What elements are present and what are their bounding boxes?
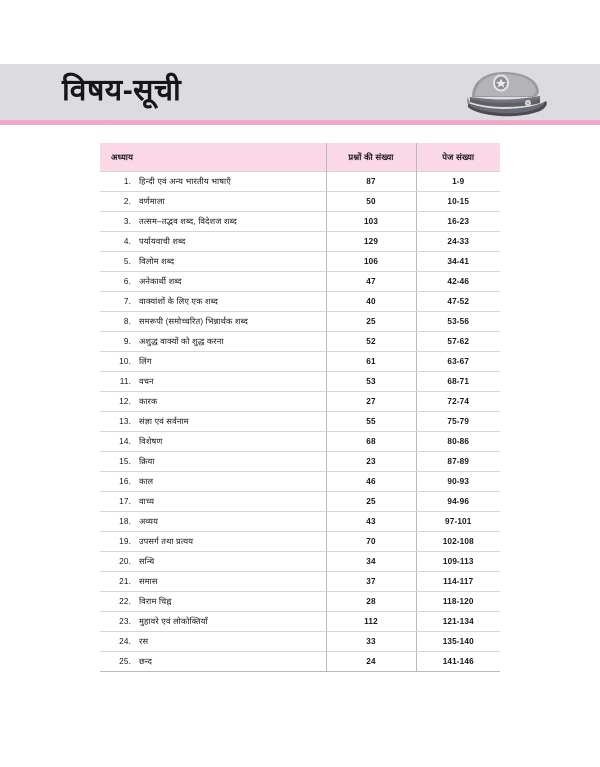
cell-question-count: 25 — [326, 492, 416, 512]
table-row[interactable] — [100, 432, 500, 452]
chapter-title: रस — [139, 637, 149, 646]
cell-chapter — [100, 352, 326, 372]
cell-chapter — [100, 472, 326, 492]
table-row[interactable] — [100, 492, 500, 512]
cell-page-range: 121-134 — [416, 612, 500, 632]
cell-chapter — [100, 172, 326, 192]
table-row[interactable] — [100, 272, 500, 292]
cell-page-range: 10-15 — [416, 192, 500, 212]
table-row[interactable] — [100, 352, 500, 372]
chapter-number: 12. — [119, 397, 131, 406]
table-row[interactable] — [100, 472, 500, 492]
table-row[interactable] — [100, 552, 500, 572]
chapter-title: हिन्दी एवं अन्य भारतीय भाषाएँ — [139, 177, 231, 186]
chapter-title: विशेषण — [139, 437, 163, 446]
cell-page-range: 53-56 — [416, 312, 500, 332]
cell-chapter — [100, 212, 326, 232]
table-row[interactable] — [100, 252, 500, 272]
chapter-number: 6. — [123, 277, 131, 286]
cell-page-range: 63-67 — [416, 352, 500, 372]
chapter-number: 10. — [119, 357, 131, 366]
cell-question-count: 53 — [326, 372, 416, 392]
cell-chapter — [100, 652, 326, 672]
cell-chapter — [100, 432, 326, 452]
cell-page-range: 72-74 — [416, 392, 500, 412]
chapter-title: मुहावरे एवं लोकोक्तियाँ — [139, 617, 208, 626]
cell-question-count: 70 — [326, 532, 416, 552]
chapter-number: 17. — [119, 497, 131, 506]
chapter-title: कारक — [139, 397, 158, 406]
chapter-number: 7. — [123, 297, 131, 306]
cell-chapter — [100, 612, 326, 632]
table-row[interactable] — [100, 172, 500, 192]
cell-chapter — [100, 372, 326, 392]
cell-page-range: 94-96 — [416, 492, 500, 512]
chapter-title: तत्सम–तद्भव शब्द, विदेशज शब्द — [139, 217, 238, 226]
cell-page-range: 75-79 — [416, 412, 500, 432]
chapter-title: वाक्यांशों के लिए एक शब्द — [139, 297, 219, 306]
chapter-number: 24. — [119, 637, 131, 646]
table-of-contents-table — [100, 143, 500, 672]
table-row[interactable] — [100, 452, 500, 472]
table-row[interactable] — [100, 572, 500, 592]
chapter-title: पर्यायवाची शब्द — [139, 237, 186, 246]
chapter-title: विराम चिह्न — [139, 597, 172, 606]
column-header-questions: प्रश्नों की संख्या — [326, 143, 416, 172]
cell-question-count: 43 — [326, 512, 416, 532]
cell-chapter — [100, 232, 326, 252]
cell-page-range: 109-113 — [416, 552, 500, 572]
chapter-number: 25. — [119, 657, 131, 666]
chapter-title: विलोम शब्द — [139, 257, 175, 266]
cell-chapter — [100, 412, 326, 432]
chapter-number: 18. — [119, 517, 131, 526]
chapter-number: 15. — [119, 457, 131, 466]
cell-question-count: 46 — [326, 472, 416, 492]
cell-page-range: 34-41 — [416, 252, 500, 272]
cell-page-range: 42-46 — [416, 272, 500, 292]
cell-question-count: 40 — [326, 292, 416, 312]
cell-question-count: 61 — [326, 352, 416, 372]
cell-chapter — [100, 312, 326, 332]
cell-page-range: 16-23 — [416, 212, 500, 232]
cell-chapter — [100, 592, 326, 612]
cell-question-count: 103 — [326, 212, 416, 232]
chapter-number: 20. — [119, 557, 131, 566]
table-row[interactable] — [100, 312, 500, 332]
cell-question-count: 23 — [326, 452, 416, 472]
chapter-number: 11. — [119, 377, 131, 386]
chapter-title: लिंग — [139, 357, 152, 366]
chapter-number: 13. — [119, 417, 131, 426]
chapter-title: समास — [139, 577, 158, 586]
cell-page-range: 87-89 — [416, 452, 500, 472]
cell-page-range: 102-108 — [416, 532, 500, 552]
cell-page-range: 118-120 — [416, 592, 500, 612]
cell-question-count: 129 — [326, 232, 416, 252]
chapter-title: क्रिया — [139, 457, 155, 466]
cell-chapter — [100, 272, 326, 292]
chapter-number: 23. — [119, 617, 131, 626]
cell-page-range: 1-9 — [416, 172, 500, 192]
chapter-number: 3. — [123, 217, 131, 226]
cell-question-count: 87 — [326, 172, 416, 192]
cell-question-count: 33 — [326, 632, 416, 652]
cell-question-count: 34 — [326, 552, 416, 572]
chapter-title: समरूपी (समोच्चरित) भिन्नार्थक शब्द — [139, 317, 248, 326]
table-row[interactable] — [100, 212, 500, 232]
chapter-number: 8. — [123, 317, 131, 326]
table-row[interactable] — [100, 652, 500, 672]
cell-chapter — [100, 252, 326, 272]
chapter-title: संज्ञा एवं सर्वनाम — [139, 417, 189, 426]
chapter-number: 14. — [119, 437, 131, 446]
header-accent-stripe — [0, 120, 600, 125]
chapter-number: 19. — [119, 537, 131, 546]
cell-chapter — [100, 632, 326, 652]
cell-question-count: 112 — [326, 612, 416, 632]
cell-page-range: 97-101 — [416, 512, 500, 532]
chapter-number: 5. — [123, 257, 131, 266]
table-row[interactable] — [100, 292, 500, 312]
cell-page-range: 135-140 — [416, 632, 500, 652]
cell-chapter — [100, 452, 326, 472]
cell-page-range: 68-71 — [416, 372, 500, 392]
cell-question-count: 52 — [326, 332, 416, 352]
column-header-chapter: अध्याय — [100, 143, 326, 172]
chapter-title: वाच्य — [139, 497, 155, 506]
page-title: विषय-सूची — [62, 74, 182, 107]
cell-page-range: 141-146 — [416, 652, 500, 672]
column-header-pages: पेज संख्या — [416, 143, 500, 172]
cell-page-range: 24-33 — [416, 232, 500, 252]
cell-question-count: 50 — [326, 192, 416, 212]
cell-question-count: 28 — [326, 592, 416, 612]
cell-chapter — [100, 392, 326, 412]
table-row[interactable] — [100, 612, 500, 632]
table-row[interactable] — [100, 192, 500, 212]
table-header-row — [100, 143, 500, 172]
cell-page-range: 90-93 — [416, 472, 500, 492]
cell-chapter — [100, 332, 326, 352]
chapter-title: वर्णमाला — [139, 197, 165, 206]
cell-chapter — [100, 532, 326, 552]
cell-question-count: 27 — [326, 392, 416, 412]
cell-chapter — [100, 192, 326, 212]
cell-question-count: 47 — [326, 272, 416, 292]
chapter-number: 16. — [119, 477, 131, 486]
cell-chapter — [100, 492, 326, 512]
table-row[interactable] — [100, 232, 500, 252]
police-cap-icon — [448, 63, 558, 119]
chapter-title: काल — [139, 477, 154, 486]
chapter-title: अनेकार्थी शब्द — [139, 277, 182, 286]
chapter-number: 4. — [123, 237, 131, 246]
table-row[interactable] — [100, 512, 500, 532]
cell-chapter — [100, 552, 326, 572]
table-row[interactable] — [100, 332, 500, 352]
cell-chapter — [100, 512, 326, 532]
table-body — [100, 172, 500, 672]
cell-question-count: 37 — [326, 572, 416, 592]
cell-page-range: 47-52 — [416, 292, 500, 312]
cell-question-count: 55 — [326, 412, 416, 432]
table-row[interactable] — [100, 412, 500, 432]
chapter-number: 9. — [123, 337, 131, 346]
chapter-number: 21. — [119, 577, 131, 586]
cell-page-range: 114-117 — [416, 572, 500, 592]
cell-question-count: 25 — [326, 312, 416, 332]
chapter-title: छन्द — [139, 657, 153, 666]
chapter-number: 2. — [123, 197, 131, 206]
chapter-number: 1. — [123, 177, 131, 186]
chapter-number: 22. — [119, 597, 131, 606]
chapter-title: अव्यय — [139, 517, 159, 526]
cell-chapter — [100, 292, 326, 312]
cell-question-count: 106 — [326, 252, 416, 272]
cell-question-count: 68 — [326, 432, 416, 452]
cell-chapter — [100, 572, 326, 592]
table-row[interactable] — [100, 392, 500, 412]
table-row[interactable] — [100, 372, 500, 392]
cell-question-count: 24 — [326, 652, 416, 672]
chapter-title: वचन — [139, 377, 154, 386]
table-row[interactable] — [100, 632, 500, 652]
table-row[interactable] — [100, 532, 500, 552]
cell-page-range: 80-86 — [416, 432, 500, 452]
cell-page-range: 57-62 — [416, 332, 500, 352]
chapter-title: उपसर्ग तथा प्रत्यय — [139, 537, 194, 546]
table-row[interactable] — [100, 592, 500, 612]
chapter-title: अशुद्ध वाक्यों को शुद्ध करना — [139, 337, 224, 346]
chapter-title: सन्धि — [139, 557, 155, 566]
